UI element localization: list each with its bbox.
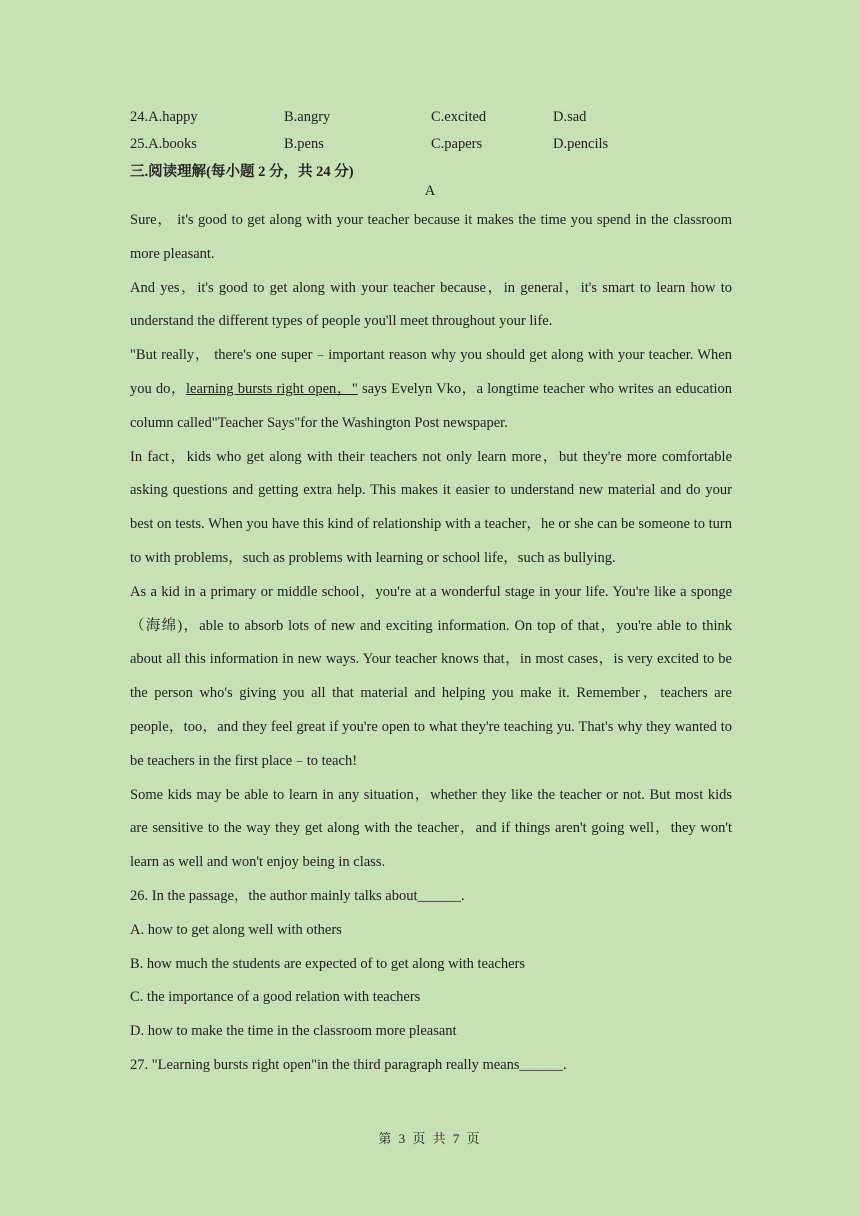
paragraph: In fact，kids who get along with their teachers not only learn more，but they're more comfortable asking questions and getting extra help. This makes it easier to understand new material and do your best on tests. When you have this kind of relationship with a teacher，he or she can be someone to turn to with problems，such as problems with learning or school life，such as bullying. <box>130 448 732 566</box>
option-c: C.papers <box>431 136 483 152</box>
paragraph-text: "But really， there's one super﹣important reason why you should get along with your teacher. When you do， <box>130 347 732 397</box>
option-a: 25.A.books <box>130 136 197 152</box>
question-26: 26. In the passage，the author mainly talks about______. <box>130 887 465 904</box>
option-a: 24.A.happy <box>130 109 198 125</box>
paragraph: As a kid in a primary or middle school，you're at a wonderful stage in your life. You're like a sponge （海绵)，able to absorb lots of new and exciting information. On top of that，you're able to think about all this information in new ways. Your teacher knows that，in most cases，is very excited to be the person who's giving you all that material and helping you make it. Remember，teachers are people，too，and they feel great if you're open to what they're teaching yu. That's why they wanted to be teachers in the first place﹣to teach! <box>130 583 732 769</box>
option-d: D.sad <box>553 109 587 125</box>
paragraph: And yes，it's good to get along with your teacher because，in general，it's smart to learn how to understand the different types of people you'll meet throughout your life. <box>130 279 732 330</box>
question-26-option-b: B. how much the students are expected of to get along with teachers <box>130 955 526 972</box>
paragraph: Some kids may be able to learn in any situation，whether they like the teacher or not. But most kids are sensitive to the way they get along with the teacher，and if things aren't going well，they won't learn as well and won't enjoy being in class. <box>130 786 732 871</box>
paragraph-text: says Evelyn Vko，a longtime teacher who writes an education column called"Teacher Says"for the Washington Post newspaper. <box>130 380 733 431</box>
reading-passage <box>130 204 732 1083</box>
question-26-option-d: D. how to make the time in the classroom more pleasant <box>130 1023 457 1040</box>
page-footer: 第 3 页 共 7 页 <box>378 1131 482 1146</box>
section-title: 三.阅读理解(每小题 2 分，共 24 分) <box>130 164 354 180</box>
option-d: D.pencils <box>553 136 609 152</box>
question-24-options <box>130 109 730 129</box>
option-c: C.excited <box>431 109 487 125</box>
option-b: B.angry <box>284 109 331 125</box>
question-26-option-c: C. the importance of a good relation with teachers <box>130 989 421 1006</box>
question-26-option-a: A. how to get along well with others <box>130 921 342 938</box>
option-b: B.pens <box>284 136 324 152</box>
question-27: 27. "Learning bursts right open"in the third paragraph really means______. <box>130 1056 567 1073</box>
underlined-phrase: learning bursts right open，" <box>186 380 358 397</box>
paragraph <box>130 339 732 440</box>
paragraph: Sure， it's good to get along with your teacher because it makes the time you spend in the classroom more pleasant. <box>130 212 732 262</box>
question-25-options <box>130 136 730 156</box>
passage-label: A <box>424 183 436 199</box>
